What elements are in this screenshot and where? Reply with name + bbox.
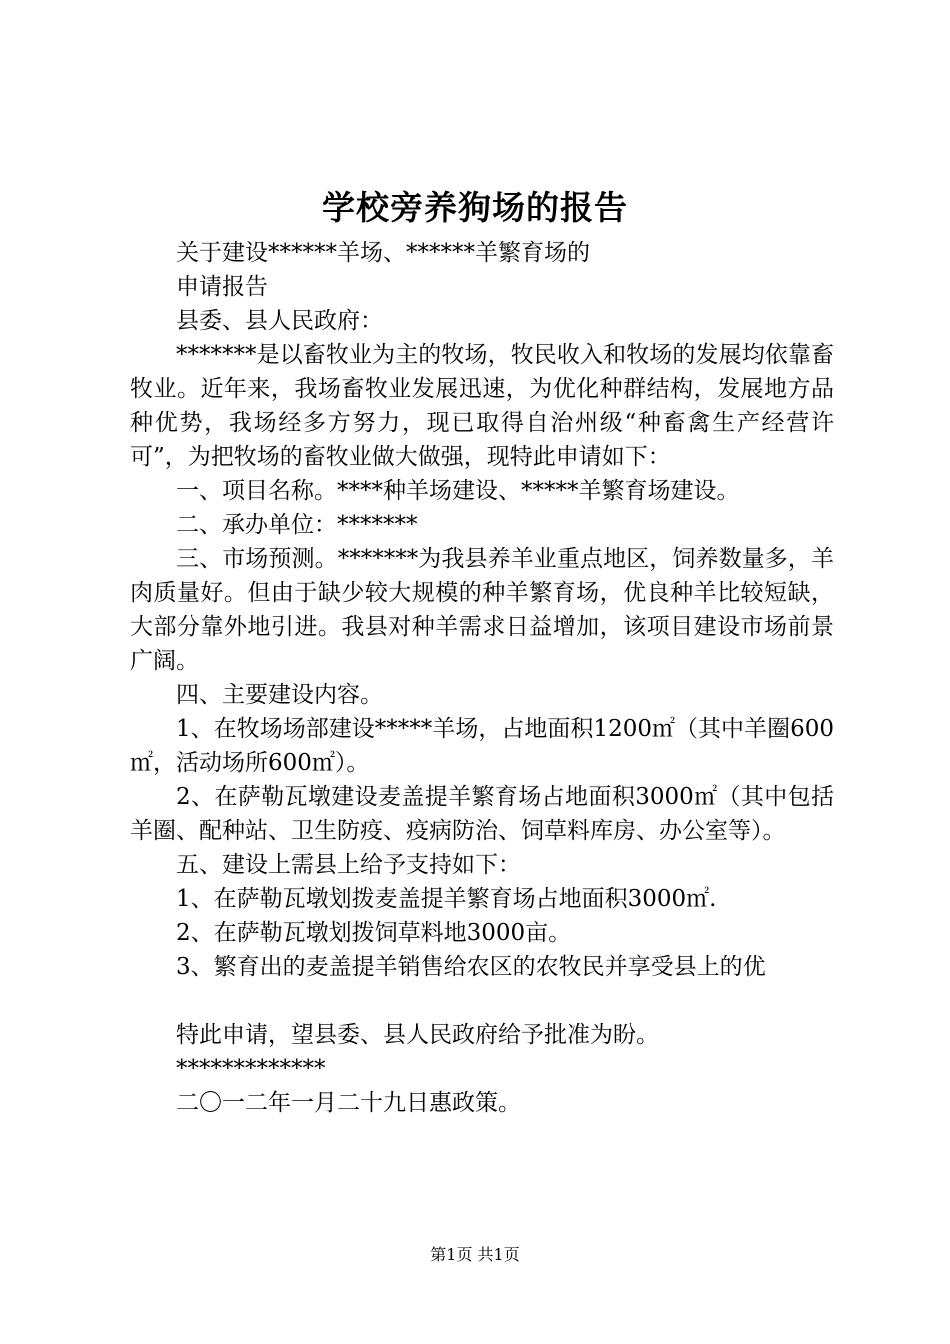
paragraph-signature: ************* — [176, 1056, 326, 1082]
paragraph-support-item-1: 1、在萨勒瓦墩划拨麦盖提羊繁育场占地面积3000㎡. — [176, 886, 717, 912]
paragraph-date: 二〇一二年一月二十九日惠政策。 — [176, 1090, 521, 1116]
paragraph-construction-item-2: 2、在萨勒瓦墩建设麦盖提羊繁育场占地面积3000㎡（其中包括羊圈、配种站、卫生防疫、疫病防治、饲草料库房、办公室等）。 — [130, 784, 834, 844]
blank-line — [130, 984, 834, 1018]
paragraph-support-item-2: 2、在萨勒瓦墩划拨饲草料地3000亩。 — [176, 920, 572, 946]
paragraph-construction-heading: 四、主要建设内容。 — [176, 682, 383, 708]
paragraph-construction-item-1: 1、在牧场场部建设*****羊场，占地面积1200㎡（其中羊圈600㎡，活动场所600㎡）。 — [130, 716, 834, 776]
document-title: 学校旁养狗场的报告 — [322, 188, 628, 227]
paragraph-project-name: 一、项目名称。****种羊场建设、*****羊繁育场建设。 — [176, 478, 740, 504]
paragraph-market-forecast: 三、市场预测。*******为我县养羊业重点地区，饲养数量多，羊肉质量好。但由于缺少较大规模的种羊繁育场，优良种羊比较短缺，大部分靠外地引进。我县对种羊需求日益增加，该项目建设市场前景广阔。 — [130, 546, 834, 674]
paragraph-introduction: *******是以畜牧业为主的牧场，牧民收入和牧场的发展均依靠畜牧业。近年来，我场畜牧业发展迅速，为优化种群结构，发展地方品种优势，我场经多方努力，现已取得自治州级“种畜禽生产经营许可”，为把牧场的畜牧业做大做强，现特此申请如下： — [130, 342, 834, 470]
paragraph-salutation: 县委、县人民政府： — [176, 308, 383, 334]
paragraph-heading-line-1: 关于建设******羊场、******羊繁育场的 — [176, 240, 590, 266]
paragraph-support-item-3: 3、繁育出的麦盖提羊销售给农区的农牧民并享受县上的优 — [176, 954, 766, 980]
paragraph-closing-request: 特此申请，望县委、县人民政府给予批准为盼。 — [176, 1022, 659, 1048]
paragraph-support-heading: 五、建设上需县上给予支持如下： — [176, 852, 521, 878]
paragraph-heading-line-2: 申请报告 — [176, 274, 268, 300]
page-footer: 第1页 共1页 — [430, 1245, 520, 1264]
document-body — [130, 236, 834, 1120]
paragraph-organizer: 二、承办单位：******* — [176, 512, 418, 538]
